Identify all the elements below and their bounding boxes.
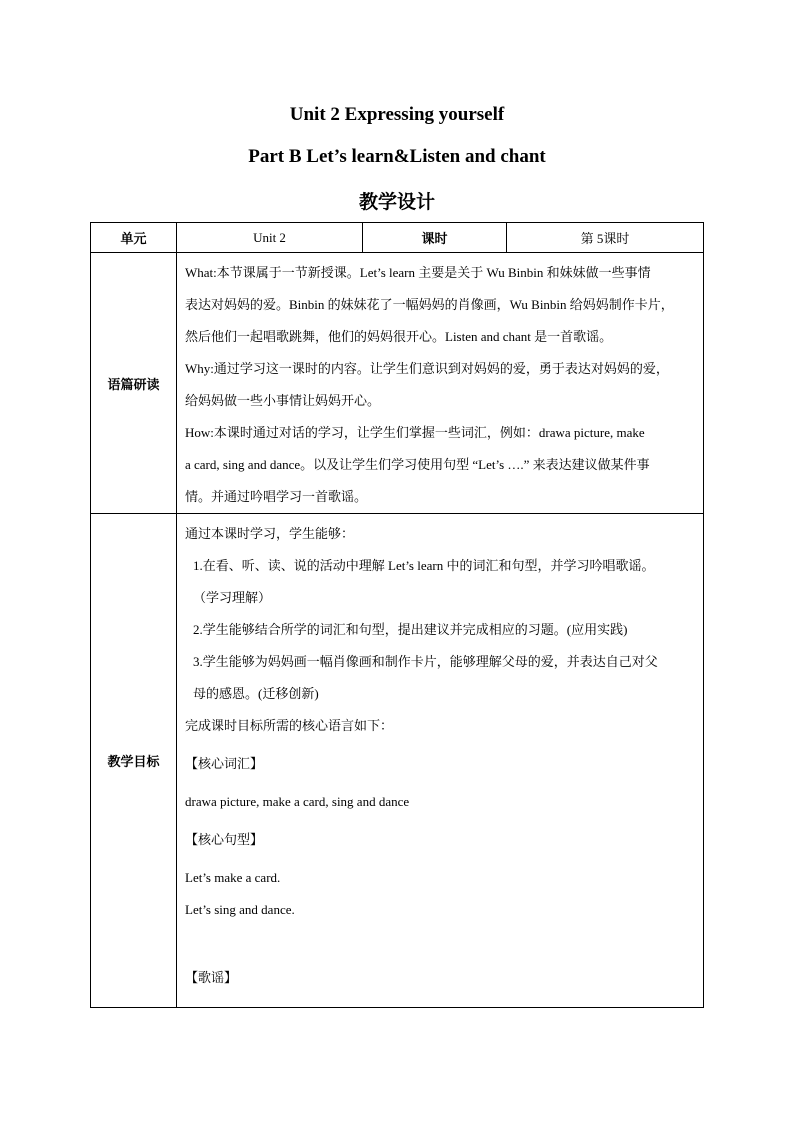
analysis-line: 情。并通过吟唱学习一首歌谣。 [185,489,368,504]
objectives-label: 教学目标 [91,514,177,1008]
objectives-content [177,514,704,1008]
analysis-line: 表达对妈妈的爱。Binbin 的妹妹花了一幅妈妈的肖像画，Wu Binbin 给妈妈制作卡片， [185,297,674,312]
objective-item-cont: （学习理解） [193,590,272,605]
objectives-row [91,514,704,1008]
objective-item: 3.学生能够为妈妈画一幅肖像画和制作卡片，能够理解父母的爱，并表达自己对父 [193,654,658,669]
unit-value: Unit 2 [177,223,363,253]
analysis-line: a card, sing and dance。以及让学生们学习使用句型 “Let’s ….” 来表达建议做某件事 [185,457,650,472]
analysis-line: 给妈妈做一些小事情让妈妈开心。 [185,393,381,408]
sentence-item: Let’s sing and dance. [185,902,295,917]
period-label: 课时 [363,223,507,253]
objective-item-cont: 母的感恩。(迁移创新) [193,686,319,701]
sentence-heading: 【核心句型】 [185,832,264,847]
analysis-line: Why:通过学习这一课时的内容。让学生们意识到对妈妈的爱，勇于表达对妈妈的爱， [185,361,669,376]
analysis-label: 语篇研读 [91,253,177,514]
vocab-list: drawa picture, make a card, sing and dance [185,794,410,809]
analysis-row [91,253,704,514]
vocab-heading: 【核心词汇】 [185,756,264,771]
analysis-line: What:本节课属于一节新授课。Let’s learn 主要是关于 Wu Binbin 和妹妹做一些事情 [185,265,651,280]
unit-row [91,223,704,253]
objective-item: 2.学生能够结合所学的词汇和句型，提出建议并完成相应的习题。(应用实践) [193,622,628,637]
sentence-item: Let’s make a card. [185,870,281,885]
analysis-line: 然后他们一起唱歌跳舞，他们的妈妈很开心。Listen and chant 是一首歌谣。 [185,329,613,344]
analysis-content [177,253,704,514]
objective-item: 1.在看、听、读、说的活动中理解 Let’s learn 中的词汇和句型，并学习吟唱歌谣。 [193,558,655,573]
document-subtitle: Part B Let’s learn&Listen and chant [248,146,546,167]
unit-label: 单元 [91,223,177,253]
analysis-line: How:本课时通过对话的学习，让学生们掌握一些词汇，例如：drawa picture, make [185,425,645,440]
chant-heading: 【歌谣】 [185,970,238,985]
document-heading: 教学设计 [358,191,435,213]
lesson-plan-table [90,222,704,1008]
objectives-intro: 通过本课时学习，学生能够： [185,526,355,541]
document-title: Unit 2 Expressing yourself [289,104,505,125]
period-value: 第 5课时 [507,223,704,253]
core-language-intro: 完成课时目标所需的核心语言如下： [185,718,394,733]
